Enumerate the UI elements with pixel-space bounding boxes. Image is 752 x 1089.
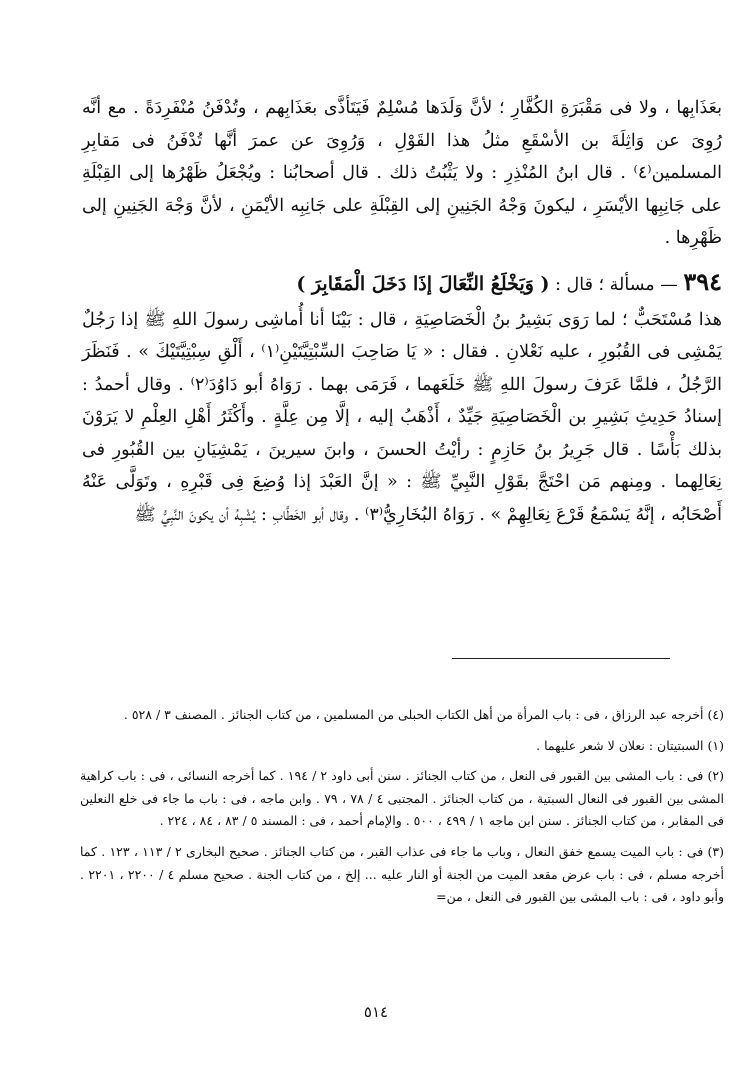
paragraph-2: هذا مُسْتَحَبٌّ ؛ لما رَوَى بَشِيرُ بنُ الْخَصَاصِيَةِ ، قال : بَيْنَا أنا أُماشِى رسولَ اللهِ ﷺ إذا رَجُلٌ يَمْشِى فى القُبُورِ ، عليه نَعْلانِ . فقال : « يَا صَاحِبَ السِّبْتِيَّتَيْنِ⁽١⁾ ، أَلْقِ سِبْتِيَّتَيْكَ » . فَنَظَرَ الرَّجُلُ ، فلمَّا عَرَفَ رسولَ اللهِ ﷺ خَلَعَهما ، فَرَمَى بهما . رَوَاهُ أبو دَاوُدَ⁽٢⁾ . وقال أحمدُ : إسنادُ حَدِيثِ بَشِيرِ بن الْخَصَاصِيَةِ جَيِّدٌ ، أَذْهَبُ إليه ، إلَّا مِن عِلَّةٍ . وأَكْثَرُ أَهْلِ العِلْمِ لا يَرَوْنَ بذلك بَأْسًا . قال جَرِيرُ بنُ حَازِمٍ : رأيْتُ الحسنَ ، وابنَ سيرينَ ، يَمْشِيَانِ بين القُبُورِ فى نِعَالِهما . ومِنهم مَن احْتَجَّ بقَوْلِ النَّبِيِّ ﷺ : « إنَّ العَبْدَ إذا وُضِعَ فِى قَبْرِهِ ، وتَوَلَّى عَنْهُ أَصْحَابُه ، إنَّهُ يَسْمَعُ قَرْعَ نِعَالِهِمْ » . رَوَاهُ البُخَارِيُّ⁽٣⁾ . وقال أبو الخَطَّابِ : يُشْبِهُ أن يكونَ النَّبِيُّ ﷺ (82, 309, 722, 525)
main-text (82, 92, 722, 531)
issue-prefix: — مسألة ؛ قال : (555, 274, 678, 295)
paragraph-1: بعَذَابِها ، ولا فى مَقْبَرَةِ الكُفَّارِ ؛ لأنَّ وَلَدَها مُسْلِمٌ فَيَتَأذَّى بعَذَابِهم ، وتُدْفَنُ مُنْفَرِدَةً . مع أنَّه رُوِىَ عن وَاثِلَةَ بن الأسْقَعِ مثلُ هذا القَوْلِ ، وَرُوِىَ عن عمرَ أنَّها تُدْفَنُ فى مَقابِرِ المسلمين⁽٤⁾ . قال ابنُ المُنْذِرِ : ولا يَثْبُتُ ذلك . قال أصحابُنا : ويُجْعَلُ ظَهْرُها إلى القِبْلَةِ على جَانِبِها الأيْسَرِ ، ليكونَ وَجْهُ الجَنِينِ إلى القِبْلَةِ على جَانِبِه الأيْمَنِ ، لأنَّ وَجْهَ الجَنِينِ إلى ظَهْرِها . (82, 98, 722, 248)
footnote-3: (٣) فى : باب الميت يسمع خفق النعال ، وباب ما جاء فى عذاب القبر ، من كتاب الجنائز . صحيح البخارى ٢ / ١١٣ ، ١٢٣ . كما أخرجه مسلم ، فى : باب عرض مقعد الميت من الجنة أو النار عليه ... إلخ ، من كتاب الجنة . صحيح مسلم ٤ / ٢٢٠٠ ، ٢٢٠١ . وأبو داود ، فى : باب المشى بين القبور فى النعل ، من= (80, 843, 725, 905)
footnote-divider (452, 658, 670, 659)
footnote-2: (٢) فى : باب المشى بين القبور فى النعل ، من كتاب الجنائز . سنن أبى داود ٢ / ١٩٤ . كما أخرجه النسائى ، فى : باب كراهية المشى بين القبور فى النعال السبتية ، من كتاب الجنائز . المجتبى ٤ / ٧٨ ، ٧٩ . وابن ماجه ، فى : باب ما جاء فى خلع النعلين فى المقابر ، من كتاب الجنائز . سنن ابن ماجه ١ / ٤٩٩ ، ٥٠٠ . والإمام أحمد ، فى : المسند ٥ / ٨٣ ، ٨٤ ، ٢٢٤ . (80, 768, 724, 829)
footnote-1: (١) السبتيتان : نعلان لا شعر عليهما . (536, 737, 724, 753)
page-number: ٥١٤ (363, 1003, 389, 1021)
footnotes (80, 704, 724, 909)
footnote-4: (٤) أخرجه عبد الرزاق ، فى : باب المرأة من أهل الكتاب الحبلى من المسلمين ، من كتاب الجنائز . المصنف ٣ / ٥٢٨ . (123, 707, 724, 722)
section-heading (82, 265, 722, 302)
issue-title: ( وَيَخْلَعُ النِّعَالَ إذَا دَخَلَ الْمَقَابِرَ ) (296, 272, 550, 295)
issue-number: ٣٩٤ (683, 266, 722, 296)
